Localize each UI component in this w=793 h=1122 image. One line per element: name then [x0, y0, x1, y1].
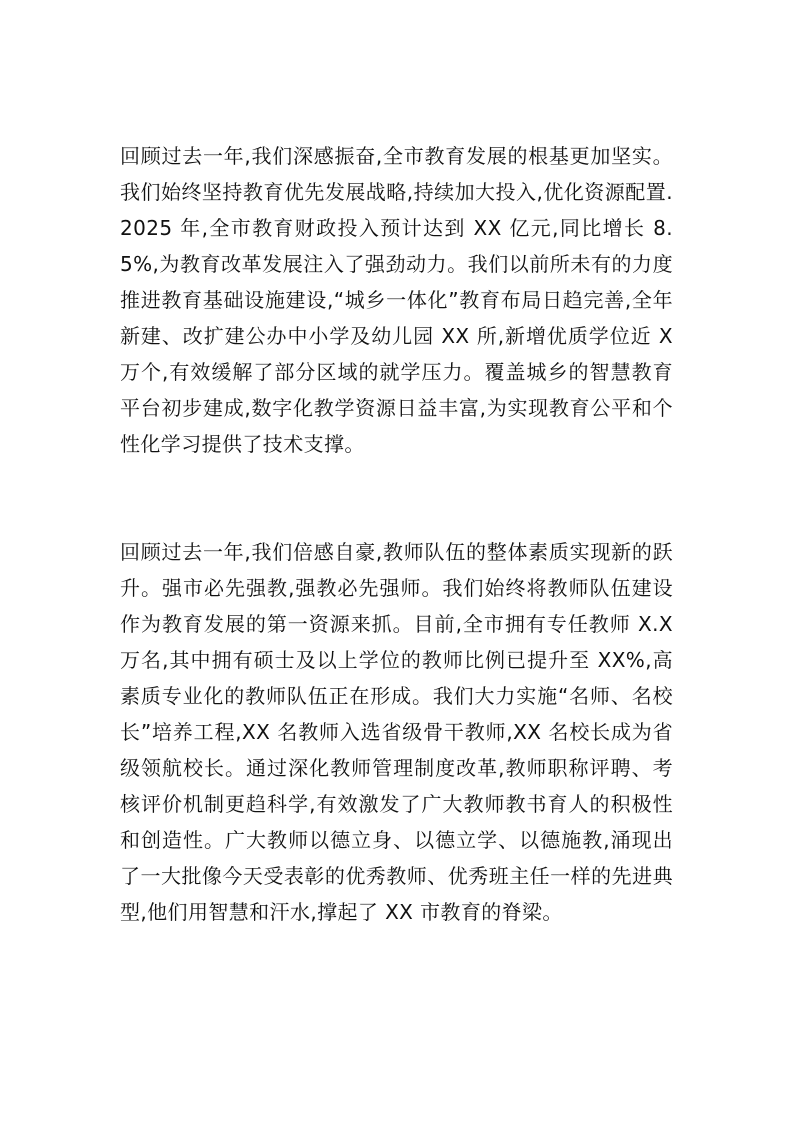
- paragraph-teacher-workforce: 回顾过去一年,我们倍感自豪,教师队伍的整体素质实现新的跃升。强市必先强教,强教必先强师。我们始终将教师队伍建设作为教育发展的第一资源来抓。目前,全市拥有专任教师 X.X 万名,其中拥有硕士及以上学位的教师比例已提升至 XX%,高素质专业化的教师队伍正在形成。我们大力实施“名师、名校长”培养工程,XX 名教师入选省级骨干教师,XX 名校长成为省级领航校长。通过深化教师管理制度改革,教师职称评聘、考核评价机制更趋科学,有效激发了广大教师教书育人的积极性和创造性。广大教师以德立身、以德立学、以德施教,涌现出了一大批像今天受表彰的优秀教师、优秀班主任一样的先进典型,他们用智慧和汗水,撑起了 XX 市教育的脊梁。: [120, 540, 673, 924]
- paragraph-education-development: 回顾过去一年,我们深感振奋,全市教育发展的根基更加坚实。我们始终坚持教育优先发展战略,持续加大投入,优化资源配置.2025 年,全市教育财政投入预计达到 XX 亿元,同比增长 8.5%,为教育改革发展注入了强劲动力。我们以前所未有的力度推进教育基础设施建设,“城乡一体化”教育布局日趋完善,全年新建、改扩建公办中小学及幼儿园 XX 所,新增优质学位近 X 万个,有效缓解了部分区域的就学压力。覆盖城乡的智慧教育平台初步建成,数字化教学资源日益丰富,为实现教育公平和个性化学习提供了技术支撑。: [120, 144, 673, 456]
- document-body: [120, 138, 673, 930]
